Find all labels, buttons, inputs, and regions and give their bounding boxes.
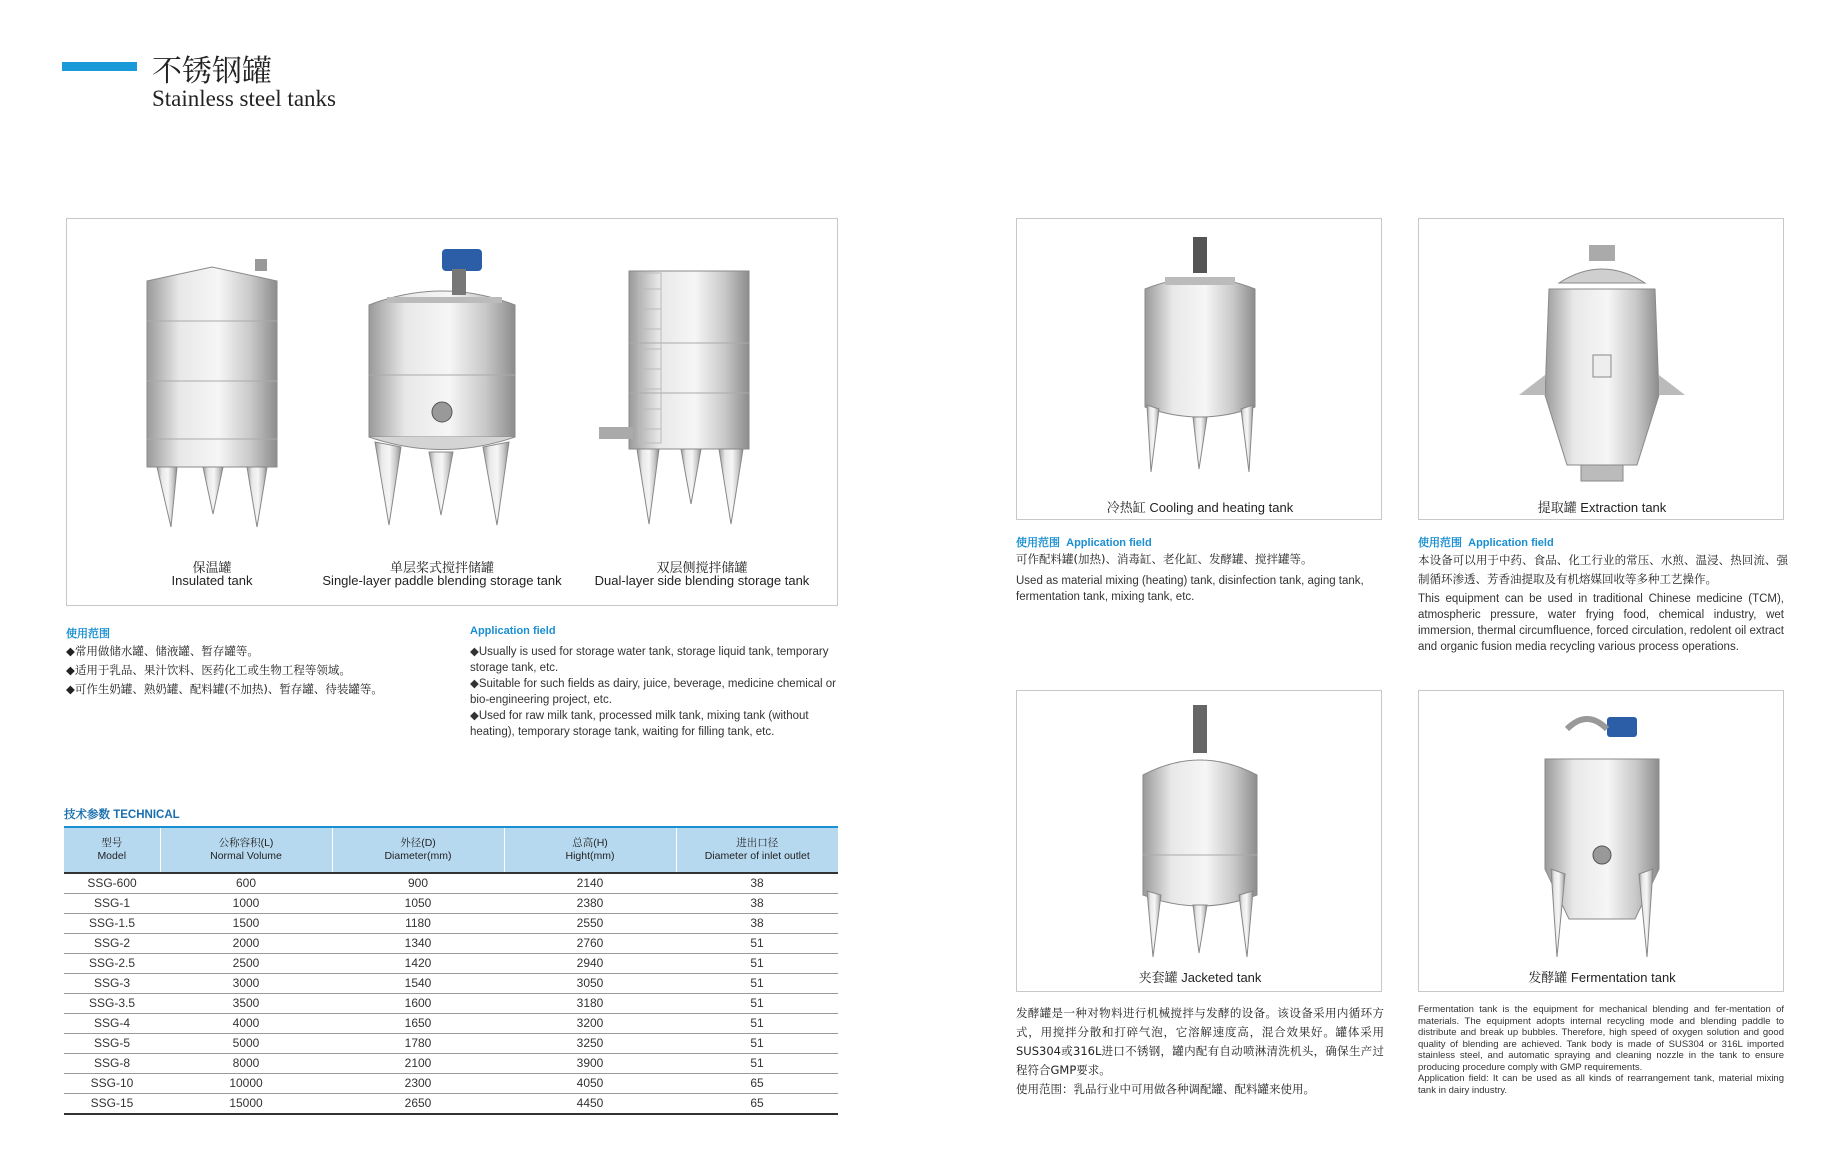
extraction-usage-en: This equipment can be used in traditional Chinese medicine (TCM), atmospheric pressure, water frying food, chemical industry, wet immersion, thermal circumfluence, forced circulation, redolent oil extract and organic fusion media recycling various process operations. (1418, 593, 1784, 653)
accent-bar (62, 62, 137, 71)
fermentation-tank-caption: 发酵罐 Fermentation tank (1528, 970, 1676, 985)
usage-list-cn (66, 642, 466, 699)
table-row: SSG-1 1000 1050 2380 38 (64, 894, 838, 914)
extraction-tank-image (1519, 245, 1685, 495)
table-row: SSG-15 15000 2650 4450 65 (64, 1094, 838, 1115)
cooling-tank-image (1135, 237, 1265, 477)
side-tank-name-cn: 双层侧搅拌储罐 (656, 560, 748, 575)
cooling-usage-en: Used as material mixing (heating) tank, disinfection tank, aging tank, fermentation tank, mixing tank, etc. (1016, 575, 1364, 603)
usage-label-en: Application field (470, 625, 556, 637)
fermentation-description-en: Fermentation tank is the equipment for mechanical blending and fer-mentation of materials. The equipment adopts internal recycling mode and blending paddle to distribute and break up bubbles. Therefore, high speed of oxygen solution and good quality of blending are achieved. Tank body is made of SUS304 or 316L imported stainless steel, and automatic spraying and cleaning nozzle in the tank to ensure producing procedure comply with GMP requirements. Application field: It can be used as all kinds of rearrangement tank, material mixing tank in dairy industry. (1418, 1004, 1784, 1096)
main-tank-panel (66, 218, 838, 606)
column-header-volume: 公称容积(L) Normal Volume (160, 827, 332, 873)
insulated-tank-name-en: Insulated tank (171, 573, 253, 588)
column-header-model: 型号 Model (64, 827, 160, 873)
paddle-tank-name-cn: 单层桨式搅拌储罐 (389, 560, 494, 575)
table-row: SSG-2.5 2500 1420 2940 51 (64, 954, 838, 974)
technical-label-en: TECHNICAL (113, 809, 180, 821)
jacketed-tank-image (1135, 705, 1265, 961)
table-row: SSG-4 4000 1650 3200 51 (64, 1014, 838, 1034)
usage-item-en: ◆Suitable for such fields as dairy, juice, beverage, medicine chemical or bio-engineering project, etc. (470, 678, 836, 706)
column-header-diameter: 外径(D) Diameter(mm) (332, 827, 504, 873)
table-row: SSG-2 2000 1340 2760 51 (64, 934, 838, 954)
page-title-cn: 不锈钢罐 (152, 54, 272, 89)
usage-item-en: ◆Used for raw milk tank, processed milk tank, mixing tank (without heating), temporary storage tank, waiting for filling tank, etc. (470, 710, 809, 738)
table-row: SSG-10 10000 2300 4050 65 (64, 1074, 838, 1094)
usage-item-cn: ◆适用于乳品、果汁饮料、医药化工或生物工程等领域。 (66, 663, 351, 677)
table-row: SSG-1.5 1500 1180 2550 38 (64, 914, 838, 934)
cooling-tank-caption: 冷热缸 Cooling and heating tank (1106, 500, 1294, 515)
table-row: SSG-8 8000 2100 3900 51 (64, 1054, 838, 1074)
insulated-tank-name-cn: 保温罐 (192, 560, 232, 575)
cooling-tank-panel (1016, 218, 1382, 520)
fermentation-tank-image (1537, 709, 1667, 961)
jacketed-tank-caption: 夹套罐 Jacketed tank (1138, 970, 1262, 985)
side-blending-tank-image (599, 259, 759, 529)
paddle-tank-name-en: Single-layer paddle blending storage tank (322, 573, 562, 588)
side-tank-caption (572, 561, 832, 587)
extraction-usage-cn: 本设备可以用于中药、食品、化工行业的常压、水煎、温浸、热回流、强制循环渗透、芳香油提取及有机熔媒回收等多种工艺操作。 (1418, 553, 1788, 586)
side-tank-name-en: Dual-layer side blending storage tank (594, 573, 810, 588)
table-header-row (64, 827, 838, 873)
usage-item-cn: ◆可作生奶罐、熟奶罐、配料罐(不加热)、暂存罐、待装罐等。 (66, 682, 383, 696)
page-title-en: Stainless steel tanks (152, 86, 336, 111)
column-header-height: 总高(H) Hight(mm) (504, 827, 676, 873)
table-row: SSG-3 3000 1540 3050 51 (64, 974, 838, 994)
jacketed-description-cn: 发酵罐是一种对物料进行机械搅拌与发酵的设备。该设备采用内循环方式，用搅拌分散和打碎气泡，它溶解速度高，混合效果好。罐体采用SUS304或316L进口不锈钢，罐内配有自动喷淋清洗机头，确保生产过程符合GMP要求。 使用范围：乳品行业中可用做各种调配罐、配料罐来使用。 (1016, 1006, 1384, 1096)
extraction-tank-panel (1418, 218, 1784, 520)
usage-list-en (470, 644, 842, 740)
technical-label (64, 806, 180, 822)
cooling-usage-cn: 可作配料罐(加热)、消毒缸、老化缸、发酵罐、搅拌罐等。 (1016, 552, 1313, 566)
cooling-usage-label: 使用范围 Application field (1016, 537, 1152, 549)
usage-item-cn: ◆常用做储水罐、储液罐、暂存罐等。 (66, 644, 259, 658)
fermentation-tank-panel (1418, 690, 1784, 992)
insulated-tank-caption (127, 561, 297, 587)
jacketed-tank-panel (1016, 690, 1382, 992)
usage-item-en: ◆Usually is used for storage water tank, storage liquid tank, temporary storage tank, etc. (470, 646, 829, 674)
usage-label-cn: 使用范围 (66, 628, 110, 640)
column-header-inlet: 进出口径 Diameter of inlet outlet (676, 827, 838, 873)
table-row: SSG-3.5 3500 1600 3180 51 (64, 994, 838, 1014)
technical-label-cn: 技术参数 (64, 809, 110, 821)
extraction-usage-label: 使用范围 Application field (1418, 537, 1554, 549)
insulated-tank-image (137, 259, 287, 529)
table-row: SSG-5 5000 1780 3250 51 (64, 1034, 838, 1054)
technical-spec-table (64, 826, 838, 1115)
table-row: SSG-600 600 900 2140 38 (64, 873, 838, 894)
extraction-tank-caption: 提取罐 Extraction tank (1537, 500, 1667, 515)
paddle-blending-tank-image (357, 247, 527, 529)
paddle-tank-caption (302, 561, 582, 587)
